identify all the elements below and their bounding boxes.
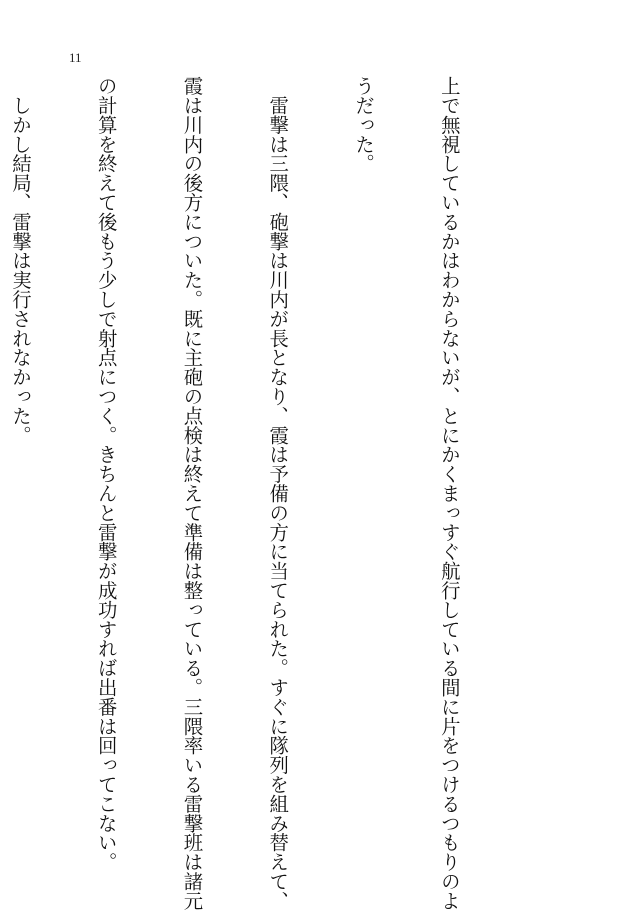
page-number: 11 [69,50,82,65]
text-line: 上で無視しているかはわからないが、とにかくまっすぐ航行している間に片をつけるつもりのよ [437,76,461,911]
text-line: うだった。 [352,76,376,173]
text-line: の計算を終えて後もう少しで射点につく。きちんと雷撃が成功すれば出番は回ってこない。 [94,76,118,872]
text-line: しかし結局、雷撃は実行されなかった。 [8,76,32,445]
text-line: 霞は川内の後方についた。既に主砲の点検は終えて準備は整っている。三隈率いる雷撃班は諸元 [180,76,204,911]
text-line: 雷撃は三隈、砲撃は川内が長となり、霞は予備の方に当てられた。すぐに隊列を組み替えて、 [266,76,290,911]
vertical-text-body [0,76,520,911]
